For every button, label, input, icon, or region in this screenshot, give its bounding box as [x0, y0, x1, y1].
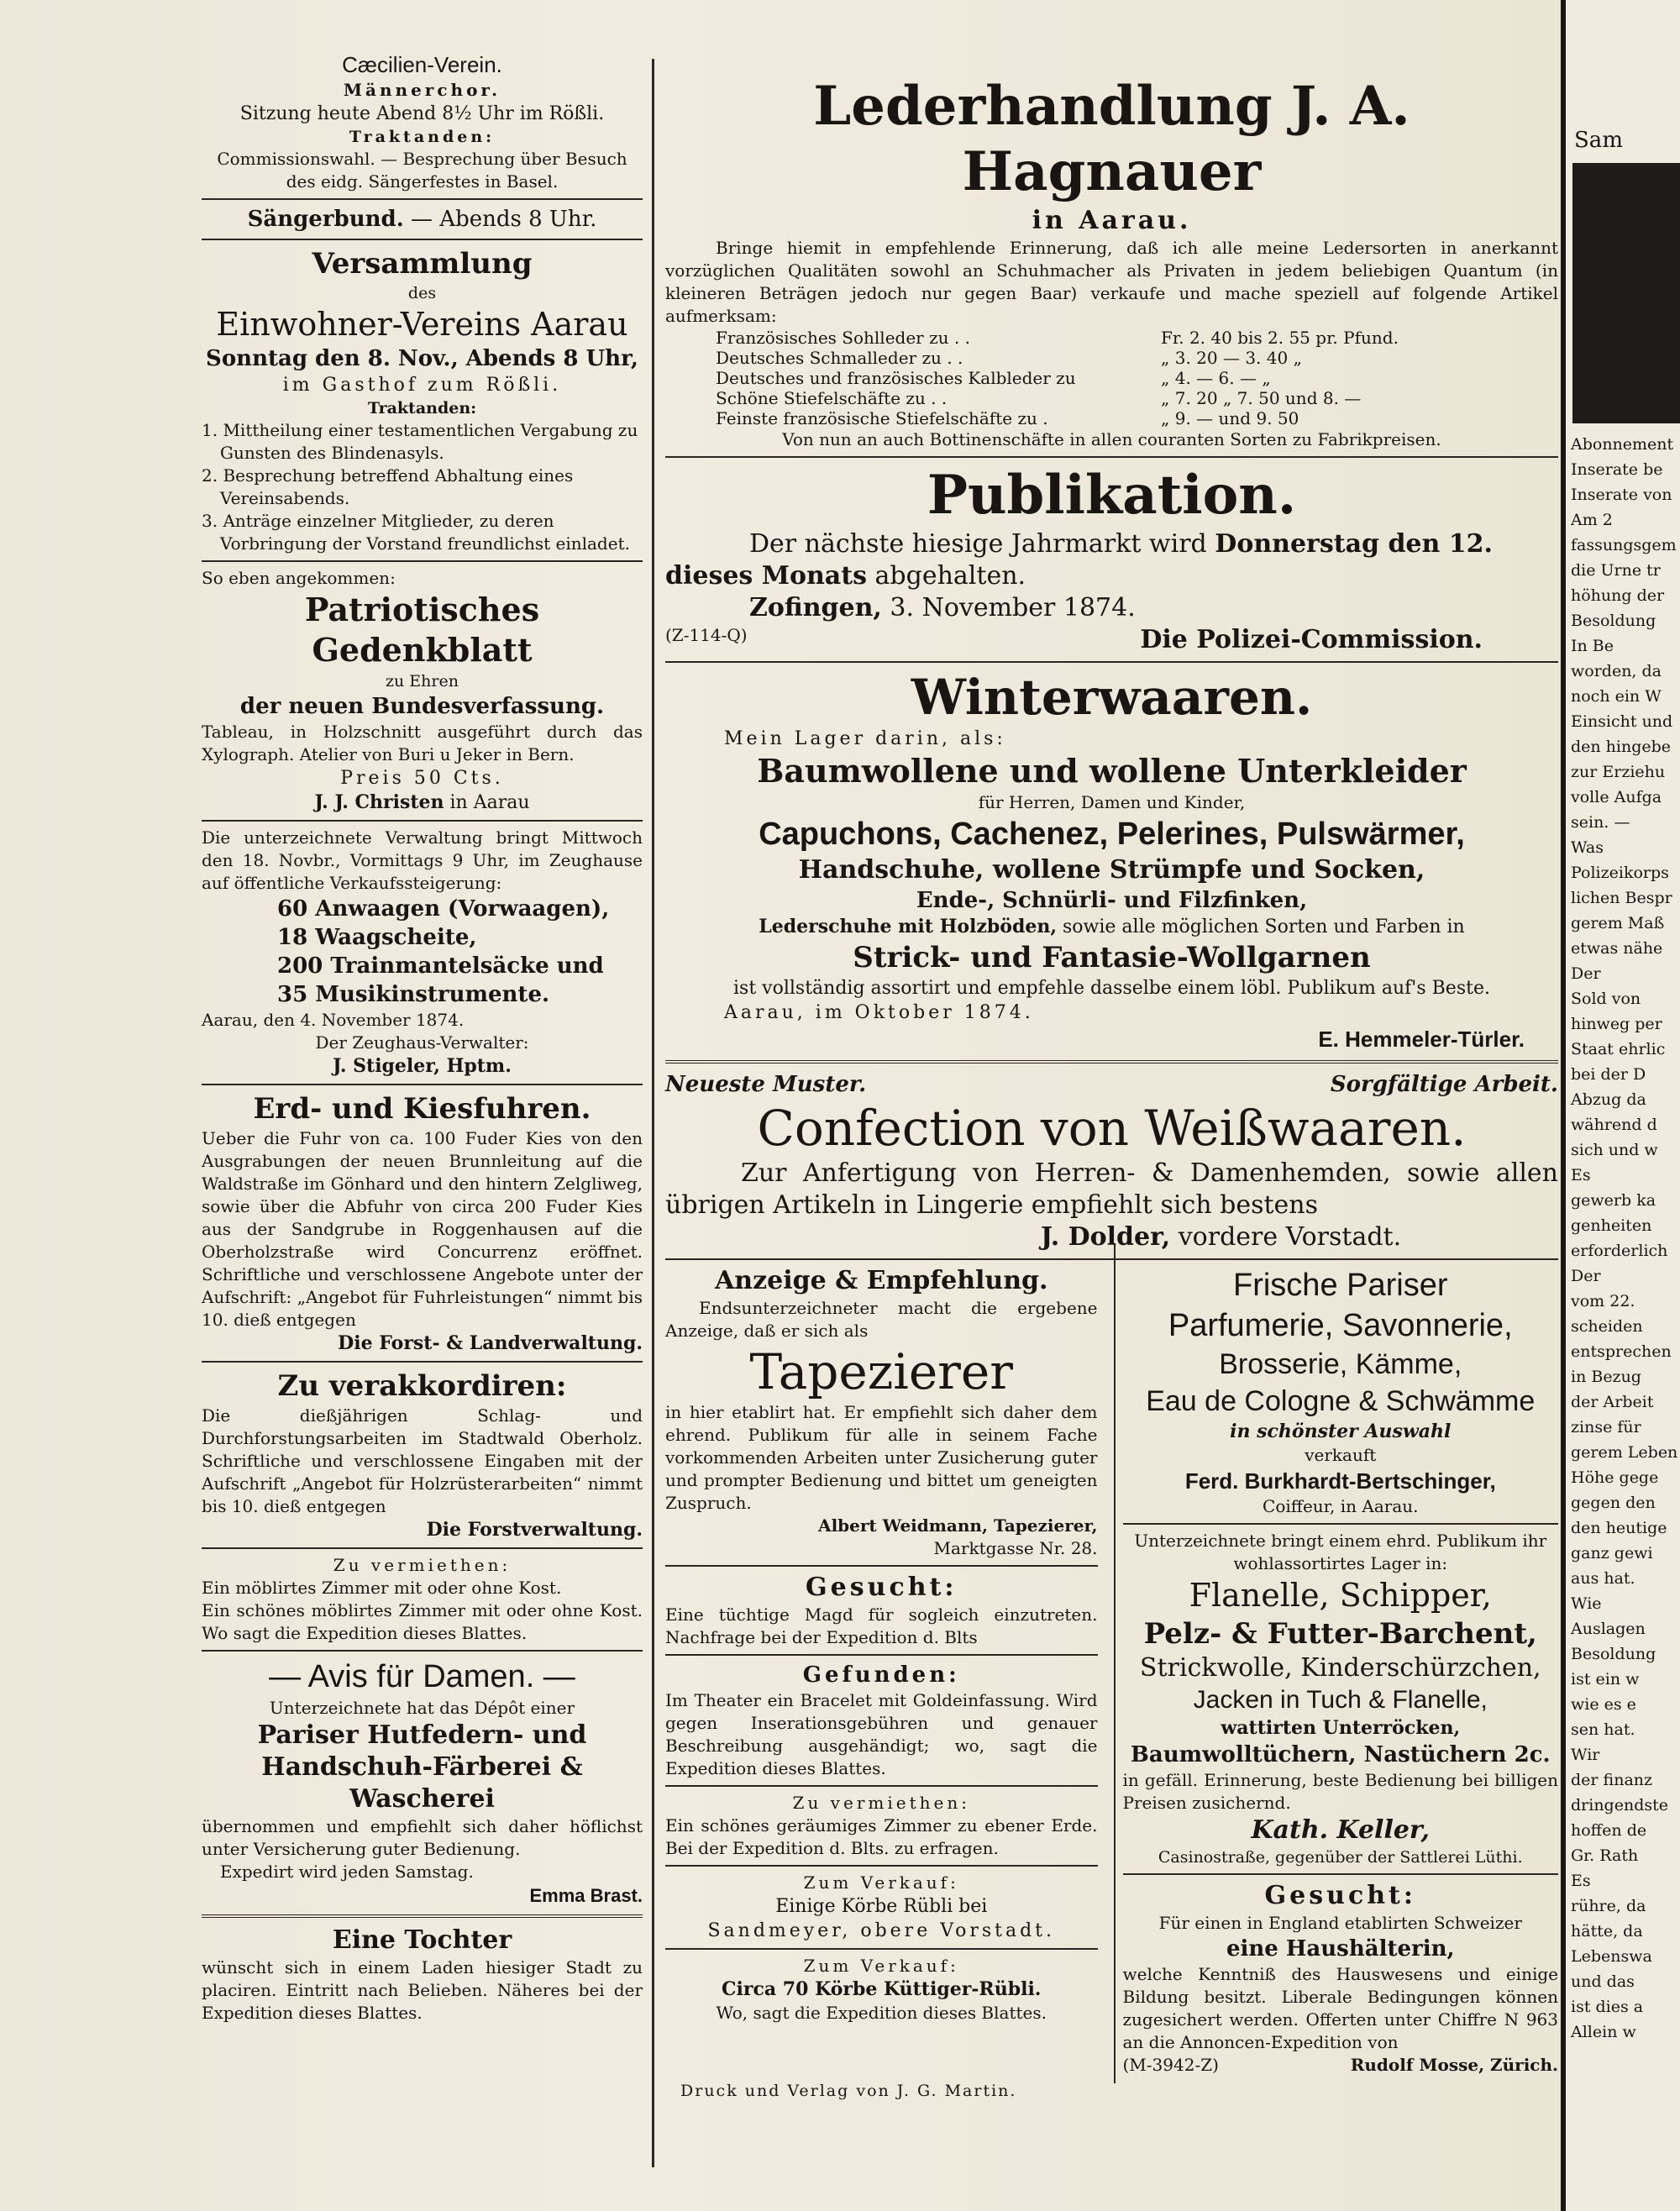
adjacent-line: und das — [1571, 1972, 1635, 1991]
adjacent-line: den hingebe — [1571, 738, 1672, 756]
price-row: Feinste französische Stiefelschäfte zu . „ 9. — und 9. 50 — [716, 408, 1299, 428]
ad-big: eine Haushälterin, — [1226, 1936, 1455, 1962]
price-row: Deutsches und französisches Kalbleder zu „ 4. — 6. — „ — [716, 368, 1271, 388]
ad-text: Tableau, in Holzschnitt ausgeführt durch das Xylograph. Atelier von Buri u Jeker in Bern. — [202, 722, 643, 764]
ad-signature: Rudolf Mosse, Zürich. — [1350, 2055, 1558, 2075]
ad-line: Frische Pariser — [1233, 1268, 1448, 1303]
ad-text: Ueber die Fuhr von ca. 100 Fuder Kies von den Ausgrabungen der neuen Brunnleitung auf die Waldstraße im Gönhard und den hintern Zelgliweg, sowie über die Abfuhr von circa 200 Fuder Kies aus der Sandgrube in Roggenhausen auf die Oberholzstraße wird Concurrenz eröffnet. Schriftliche und verschlossene Angebote unter der Aufschrift: „Angebot für Fuhrleistungen“ nimmt bis 10. dieß entgegen — [202, 1128, 643, 1330]
ad-subtitle: Männerchor. — [343, 80, 501, 100]
ad-place: im Gasthof zum Rößli. — [282, 375, 562, 396]
adjacent-line: ist dies a — [1571, 1998, 1644, 2016]
adjacent-line: lichen Bespr — [1571, 889, 1672, 907]
ad-title: Cæcilien-Verein. — [342, 52, 502, 77]
ad-place: in Aarau — [449, 792, 530, 813]
gesucht-magd-ad — [665, 1572, 1098, 1649]
ad-text: Einige Körbe Rübli bei — [775, 1896, 988, 1917]
adjacent-line: gerem Leben — [1571, 1443, 1678, 1462]
ad-role: Der Zeughaus-Verwalter: — [315, 1032, 529, 1053]
ad-text: Expedirt wird jeden Samstag. — [220, 1862, 474, 1882]
ad-title: Zu vermiethen: — [333, 1555, 512, 1575]
ad-title: Eine Tochter — [332, 1925, 512, 1955]
ad-text: Wo, sagt die Expedition dieses Blattes. — [716, 2003, 1047, 2023]
ad-signature: Die Forst- & Landverwaltung. — [338, 1332, 643, 1354]
ad-intro: So eben angekommen: — [202, 568, 396, 588]
ad-price: Preis 50 Cts. — [340, 768, 504, 789]
ad-text: Zur Anfertigung von Herren- & Damenhemden, sowie allen übrigen Artikeln in Lingerie empfiehlt sich bestens — [665, 1158, 1558, 1220]
ad-text: Bringe hiemit in empfehlende Erinnerung, daß ich alle meine Ledersorten in anerkannt vorzüglichen Qualitäten sowohl an Schuhmacher als Privaten in jedem beliebigen Quantum (in kleineren Beträgen jedoch nur gegen Baar) verkaufe und mache speziell auf folgende Artikel aufmerksam: — [665, 238, 1558, 326]
tapezierer-ad — [665, 1265, 1098, 1560]
right-column — [665, 50, 1558, 2080]
left-column — [202, 50, 643, 2028]
adjacent-line: wie es e — [1571, 1695, 1636, 1714]
ad-title: Zu verakkordiren: — [277, 1369, 567, 1403]
adjacent-line: dringendste — [1571, 1796, 1668, 1814]
ad-line: Strick- und Fantasie-Wollgarnen — [853, 941, 1371, 974]
ad-date: Sonntag den 8. Nov., Abends 8 Uhr, — [206, 346, 638, 371]
list-item: 3. Anträge einzelner Mitglieder, zu deren Vorbringung der Vorstand freundlichst einladet. — [202, 511, 630, 554]
ad-title: Patriotisches Gedenkblatt — [304, 591, 540, 669]
adjacent-line: in Bezug — [1571, 1368, 1641, 1386]
adjacent-line: der Arbeit — [1571, 1393, 1654, 1411]
ad-title: Erd- und Kiesfuhren. — [253, 1092, 591, 1126]
adjacent-line: ist ein w — [1571, 1670, 1640, 1688]
list-item: 1. Mittheilung einer testamentlichen Vergabung zu Gunsten des Blindenasyls. — [202, 420, 638, 463]
ad-date: 3. November 1874. — [890, 593, 1136, 622]
adjacent-line: Polizeikorps — [1571, 864, 1669, 882]
ad-place: Coiffeur, in Aarau. — [1263, 1496, 1419, 1516]
ad-title: Gesucht: — [806, 1573, 958, 1602]
ad-text: Unterzeichnete hat das Dépôt einer — [269, 1698, 575, 1718]
adjacent-line: Staat ehrlic — [1571, 1040, 1666, 1058]
ad-line: Ende-, Schnürli- und Filzfinken, — [916, 888, 1308, 913]
ad-line: wattirten Unterröcken, — [1221, 1717, 1461, 1739]
ad-line: Baumwolltüchern, Nastüchern 2c. — [1130, 1742, 1551, 1767]
gefunden-ad — [665, 1661, 1098, 1780]
ad-title: Versammlung — [312, 247, 533, 281]
masthead-fragment — [1572, 163, 1680, 423]
adjacent-line: entsprechen — [1571, 1342, 1672, 1361]
ad-big: Tapezierer — [749, 1343, 1013, 1400]
ad-line: Handschuhe, wollene Strümpfe und Socken, — [798, 855, 1425, 885]
confection-ad — [665, 1070, 1558, 1253]
adjacent-page — [1561, 0, 1680, 2211]
adjacent-line: rühre, da — [1571, 1897, 1646, 1915]
adjacent-line: fassungsgem — [1571, 536, 1677, 554]
ad-code: (Z-114-Q) — [665, 625, 748, 645]
ad-label: Traktanden: — [349, 128, 496, 146]
adjacent-line: Es — [1571, 1166, 1591, 1184]
adjacent-line: hinweg per — [1571, 1015, 1662, 1033]
ad-line: verkauft — [1305, 1445, 1377, 1465]
adjacent-line: Inserate be — [1571, 460, 1663, 479]
erdfuhren-ad — [202, 1090, 643, 1356]
ad-title: Publikation. — [927, 464, 1297, 527]
ad-text: in gefäll. Erinnerung, beste Bedienung bei billigen Preisen zusichernd. — [1122, 1770, 1558, 1813]
sub-column-right — [1110, 1265, 1559, 2080]
ad-place: Zofingen, — [749, 593, 882, 622]
caecilien-ad — [202, 50, 643, 193]
adjacent-line: Der — [1571, 964, 1601, 983]
pariser-ad — [1123, 1265, 1559, 1518]
winter-ad — [665, 668, 1558, 1053]
adjacent-line: sein. — — [1571, 813, 1630, 832]
list-item: 60 Anwaagen (Vorwaagen), — [277, 896, 610, 922]
ad-line: Jacken in Tuch & Flanelle, — [1193, 1686, 1488, 1714]
ad-text: Ein möblirtes Zimmer mit oder ohne Kost. — [202, 1578, 562, 1598]
adjacent-line: erforderlich — [1571, 1242, 1668, 1260]
ad-tag: Sorgfältige Arbeit. — [1330, 1072, 1558, 1097]
ad-signature: Emma Brast. — [529, 1885, 643, 1906]
publikation-ad — [665, 463, 1558, 656]
ad-line: Strickwolle, Kinderschürzchen, — [1139, 1653, 1541, 1683]
ad-title: Winterwaaren. — [911, 669, 1313, 726]
ad-line: sowie alle möglichen Sorten und Farben in — [1063, 916, 1465, 937]
adjacent-line: zur Erziehu — [1571, 763, 1666, 781]
adjacent-line: Besoldung — [1571, 1645, 1656, 1663]
keller-ad — [1123, 1530, 1559, 1868]
ad-title: Sängerbund. — [247, 207, 404, 232]
ad-line: Baumwollene und wollene Unterkleider — [757, 752, 1467, 790]
adjacent-line: Der — [1571, 1267, 1601, 1285]
adjacent-line: hoffen de — [1571, 1821, 1647, 1840]
ad-subtitle: der neuen Bundesverfassung. — [239, 694, 605, 719]
tochter-ad — [202, 1925, 643, 2025]
page-header: Sam — [1574, 128, 1623, 153]
adjacent-line: sen hat. — [1571, 1720, 1635, 1739]
adjacent-line: Lebenswa — [1571, 1947, 1652, 1966]
adjacent-line: Gr. Rath — [1571, 1846, 1639, 1865]
versammlung-ad — [202, 245, 643, 555]
price-row: Deutsches Schmalleder zu . . „ 3. 20 — 3. 40 „ — [716, 348, 1302, 368]
ad-title: Lederhandlung J. A. Hagnauer — [813, 75, 1410, 203]
adjacent-line: die Urne tr — [1571, 561, 1661, 580]
ad-title: Zu vermiethen: — [792, 1793, 970, 1813]
hagnauer-ad — [665, 74, 1558, 451]
adjacent-line: Es — [1571, 1872, 1591, 1890]
list-item: 2. Besprechung betreffend Abhaltung eines Vereinsabends. — [202, 465, 574, 508]
ad-text: wünscht sich in einem Laden hiesiger Stadt zu placiren. Eintritt nach Belieben. Näheres bei der Expedition dieses Blattes. — [202, 1957, 643, 2023]
adjacent-line: Sold von — [1571, 990, 1641, 1008]
adjacent-line: Besoldung — [1571, 612, 1656, 630]
ad-tag: Neueste Muster. — [665, 1072, 867, 1097]
ad-text: ist vollständig assortirt und empfehle dasselbe einem löbl. Publikum auf's Beste. — [733, 978, 1490, 999]
avis-ad — [202, 1657, 643, 1908]
adjacent-line: Abonnement — [1571, 435, 1674, 454]
ad-title: Gefunden: — [802, 1662, 960, 1688]
ad-place: vordere Vorstadt. — [1178, 1222, 1402, 1252]
ad-signature: Die Polizei-Commission. — [1140, 625, 1483, 654]
ad-text: Sandmeyer, obere Vorstadt. — [707, 1920, 1056, 1941]
ad-place: Marktgasse Nr. 28. — [933, 1538, 1098, 1558]
ad-title: Confection von Weißwaaren. — [757, 1100, 1467, 1157]
ad-line: Capuchons, Cachenez, Pelerines, Pulswärmer, — [759, 817, 1465, 852]
ad-title: Zum Verkauf: — [803, 1956, 959, 1976]
ad-line: Brosserie, Kämme, — [1219, 1348, 1462, 1380]
adjacent-line: gewerb ka — [1571, 1191, 1656, 1210]
gedenkblatt-ad — [202, 567, 643, 815]
ad-date: Aarau, den 4. November 1874. — [202, 1010, 465, 1030]
ad-text: Die dießjährigen Schlag- und Durchforstungsarbeiten im Stadtwald Oberholz. Schriftliche und verschlossene Eingaben mit der Aufschrift „Angebot für Holzrüsterarbeiten“ nimmt bis 10. dieß entgegen — [202, 1405, 643, 1516]
ad-intro: Unterzeichnete bringt einem ehrd. Publikum ihr wohlassortirtes Lager in: — [1134, 1531, 1547, 1573]
ad-line: Eau de Cologne & Schwämme — [1146, 1385, 1536, 1417]
ad-small: zu Ehren — [386, 672, 459, 691]
adjacent-line: Abzug da — [1571, 1090, 1646, 1109]
adjacent-line: während d — [1571, 1116, 1657, 1134]
ad-text: welche Kenntniß des Hauswesens und einige Bildung besitzt. Liberale Bedingungen können zugesichert werden. Offerten unter Chiffre N 963 an die Annoncen-Expedition von — [1122, 1964, 1558, 2052]
adjacent-line: ganz gewi — [1571, 1544, 1653, 1562]
ad-text: Commissionswahl. — Besprechung über Besuch des eidg. Sängerfestes in Basel. — [217, 149, 627, 192]
imprint: Druck und Verlag von J. G. Martin. — [680, 2082, 1017, 2100]
ad-text: in hier etablirt hat. Er empfiehlt sich daher dem ehrend. Publikum für alle in seinem Fache vorkommenden Arbeiten unter Zusicherung guter und prompter Bedienung und bittet um geneigten Zuspruch. — [665, 1402, 1098, 1513]
ad-footer: Von nun an auch Bottinenschäfte in allen couranten Sorten zu Fabrikpreisen. — [782, 429, 1441, 449]
adjacent-line: Auslagen — [1571, 1620, 1646, 1638]
adjacent-line: etwas nähe — [1571, 939, 1663, 958]
ad-date-bold: Donnerstag den 12. dieses Monats — [665, 529, 1493, 591]
adjacent-line: Höhe gege — [1571, 1468, 1659, 1487]
ad-signature: J. Dolder, — [1040, 1222, 1171, 1252]
saengerbund-ad — [202, 205, 643, 234]
ad-signature: J. J. Christen — [314, 791, 444, 813]
ad-line: Flanelle, Schipper, — [1189, 1577, 1492, 1614]
adjacent-line: Wie — [1571, 1594, 1602, 1613]
ad-text: übernommen und empfiehlt sich daher höflichst unter Versicherung guter Bedienung. — [202, 1816, 643, 1859]
ad-text: Für einen in England etablirten Schweizer — [1158, 1913, 1522, 1933]
zeughaus-ad — [202, 827, 643, 1079]
adjacent-line: den heutige — [1571, 1519, 1667, 1537]
vermiethen-ad — [202, 1554, 643, 1645]
ad-place: in Aarau. — [1032, 206, 1192, 235]
sub-column-left — [665, 1265, 1110, 2080]
column-divider — [652, 59, 654, 2167]
vermiethen-ad-2 — [665, 1792, 1098, 1860]
ad-text: Eine tüchtige Magd für sogleich einzutreten. Nachfrage bei der Expedition d. Blts — [665, 1604, 1098, 1647]
ad-signature: Kath. Keller, — [1251, 1815, 1431, 1845]
ad-line: für Herren, Damen und Kinder, — [978, 792, 1246, 812]
adjacent-line: sich und w — [1571, 1141, 1658, 1159]
ad-line: Parfumerie, Savonnerie, — [1168, 1308, 1513, 1343]
ad-title: Anzeige & Empfehlung. — [715, 1266, 1048, 1295]
ad-small: des — [407, 284, 437, 302]
adjacent-line: hätte, da — [1571, 1922, 1643, 1941]
adjacent-line: aus hat. — [1571, 1569, 1635, 1588]
adjacent-line: worden, da — [1571, 662, 1662, 680]
adjacent-line: Am 2 — [1571, 511, 1613, 529]
ad-text: Endsunterzeichneter macht die ergebene Anzeige, daß er sich als — [665, 1298, 1098, 1341]
ad-line: Lederschuhe mit Holzböden, — [759, 916, 1057, 937]
adjacent-line: der finanz — [1571, 1771, 1653, 1789]
ad-signature: E. Hemmeler-Türler. — [1318, 1027, 1525, 1052]
price-row: Französisches Sohlleder zu . . Fr. 2. 40 bis 2. 55 pr. Pfund. — [716, 328, 1399, 348]
ad-line: in schönster Auswahl — [1230, 1421, 1452, 1442]
ad-name: Einwohner-Vereins Aarau — [216, 306, 628, 343]
ad-text: Ein schönes möblirtes Zimmer mit oder ohne Kost. Wo sagt die Expedition dieses Blattes. — [202, 1600, 643, 1643]
ad-signature: Albert Weidmann, Tapezierer, — [818, 1515, 1098, 1536]
ad-signature: J. Stigeler, Hptm. — [333, 1055, 512, 1077]
ad-place: Casinostraße, gegenüber der Sattlerei Lüthi. — [1158, 1848, 1523, 1867]
ad-line: Sitzung heute Abend 8½ Uhr im Rößli. — [239, 103, 605, 124]
ad-code: (M-3942-Z) — [1122, 2055, 1219, 2075]
adjacent-line: Inserate von — [1571, 486, 1672, 504]
verkauf-ad-1 — [665, 1872, 1098, 1943]
ad-date: Aarau, im Oktober 1874. — [724, 1002, 1034, 1023]
ad-signature: Ferd. Burkhardt-Bertschinger, — [1184, 1468, 1496, 1494]
price-row: Schöne Stiefelschäfte zu . . „ 7. 20 „ 7. 50 und 8. — — [716, 388, 1362, 408]
adjacent-line: bei der D — [1571, 1065, 1646, 1084]
verkauf-ad-2 — [665, 1955, 1098, 2025]
ad-text: Der nächste hiesige Jahrmarkt wird — [749, 529, 1207, 559]
adjacent-line: Einsicht und — [1571, 712, 1673, 731]
adjacent-line: genheiten — [1571, 1216, 1652, 1235]
adjacent-line: noch ein W — [1571, 687, 1662, 706]
ad-text: Circa 70 Körbe Küttiger-Rübli. — [722, 1978, 1042, 2000]
ad-label: Traktanden: — [367, 399, 477, 418]
ad-text: Die unterzeichnete Verwaltung bringt Mittwoch den 18. Novbr., Vormittags 9 Uhr, im Zeughause auf öffentliche Verkaufssteigerung: — [202, 827, 643, 893]
adjacent-line: gegen den — [1571, 1494, 1656, 1512]
ad-text: abgehalten. — [874, 561, 1026, 591]
adjacent-line: In Be — [1571, 637, 1614, 655]
adjacent-line: vom 22. — [1571, 1292, 1635, 1310]
list-item: 35 Musikinstrumente. — [277, 982, 550, 1007]
ad-line: Pelz- & Futter-Barchent, — [1143, 1617, 1537, 1651]
ad-title: Gesucht: — [1264, 1881, 1416, 1910]
adjacent-line: gerem Maß — [1571, 914, 1665, 932]
list-item: 200 Trainmantelsäcke und — [277, 953, 604, 979]
ad-title: — Avis für Damen. — — [269, 1659, 575, 1694]
haushaelterin-ad — [1123, 1880, 1559, 2077]
price-list — [665, 328, 1558, 428]
verakkordiren-ad — [202, 1368, 643, 1542]
ad-big: Pariser Hutfedern- und Handschuh-Färberei & Wascherei — [257, 1720, 587, 1814]
adjacent-line: Wir — [1571, 1746, 1600, 1764]
ad-title: Zum Verkauf: — [803, 1872, 959, 1893]
ad-text: Im Theater ein Bracelet mit Goldeinfassung. Wird gegen Inserationsgebühren und genauer Beschreibung ausgehändigt; wo, sagt die Expedition dieses Blattes. — [665, 1690, 1098, 1778]
ad-text: Ein schönes geräumiges Zimmer zu ebener Erde. Bei der Expedition d. Blts. zu erfragen. — [665, 1815, 1098, 1858]
adjacent-text — [1566, 432, 1680, 2045]
ad-signature: Die Forstverwaltung. — [426, 1519, 643, 1541]
adjacent-line: scheiden — [1571, 1317, 1643, 1336]
ad-text: — Abends 8 Uhr. — [411, 207, 597, 232]
adjacent-line: zinse für — [1571, 1418, 1641, 1436]
ad-intro: Mein Lager darin, als: — [724, 728, 1006, 749]
adjacent-line: höhung der — [1571, 586, 1665, 605]
list-item: 18 Waagscheite, — [277, 925, 477, 950]
adjacent-line: volle Aufga — [1571, 788, 1662, 806]
adjacent-line: Was — [1571, 838, 1604, 857]
adjacent-line: Allein w — [1571, 2023, 1636, 2041]
